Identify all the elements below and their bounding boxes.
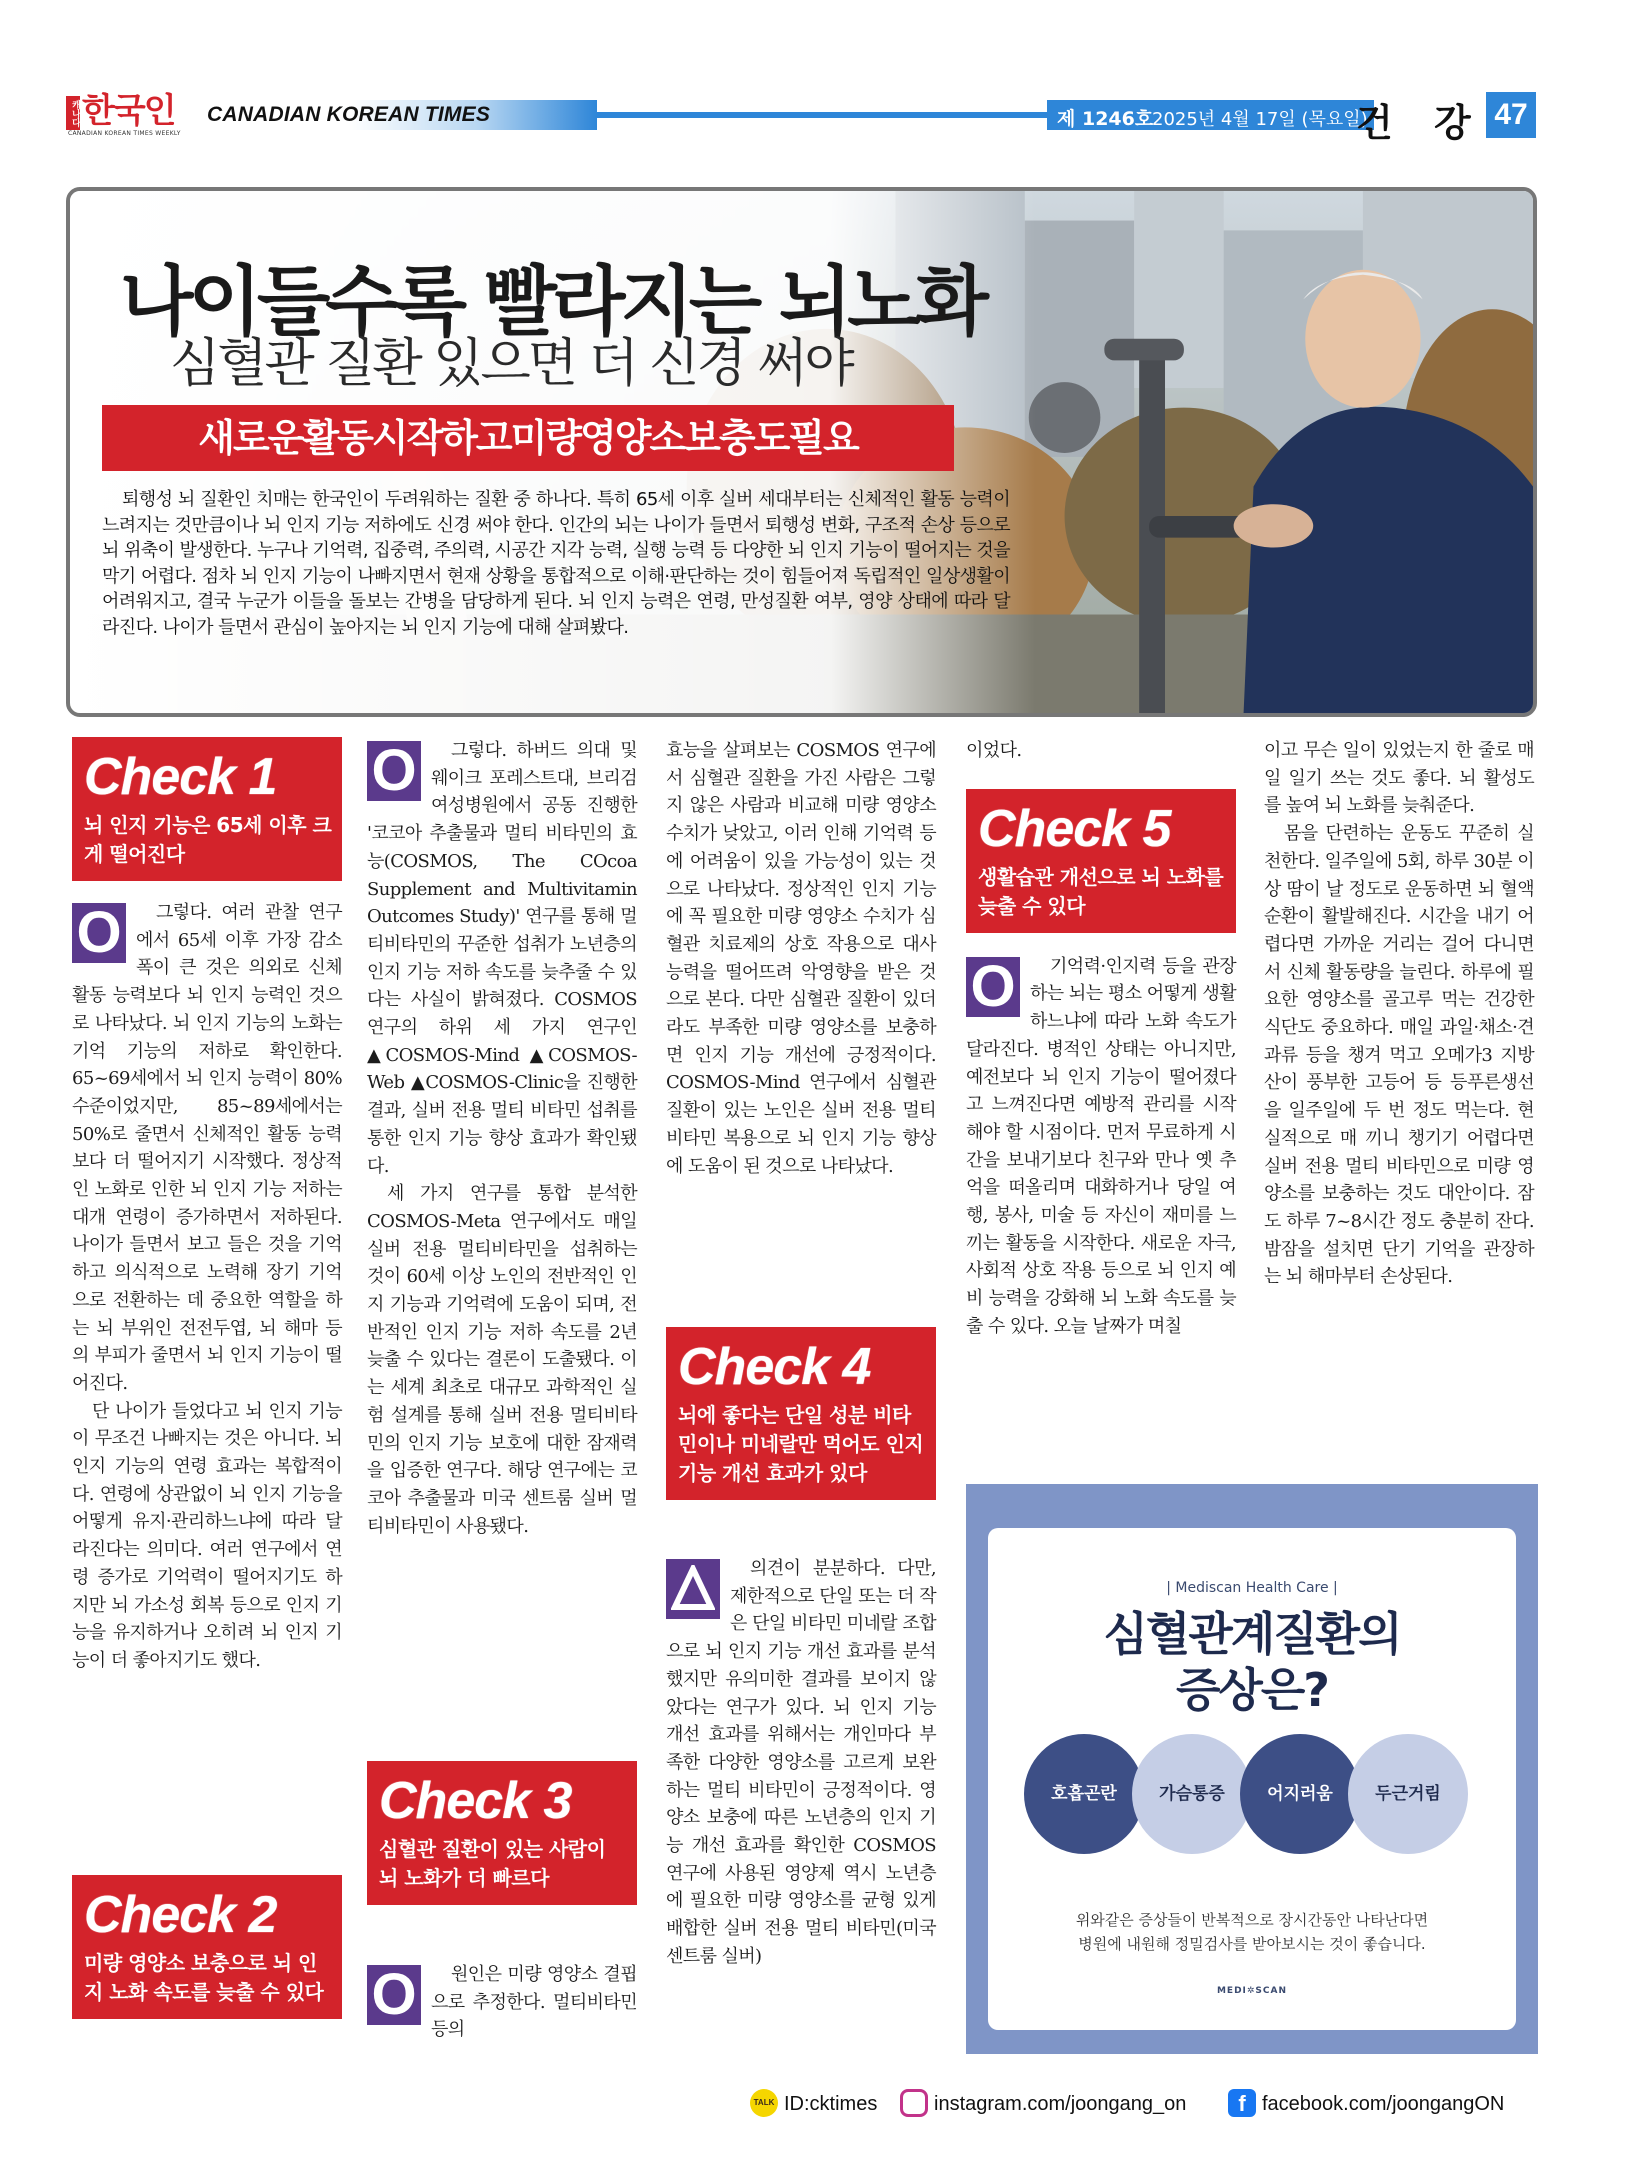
instagram-icon [900,2089,928,2117]
symptom-circle: 두근거림 [1348,1734,1468,1854]
check-heading: Check 4 [678,1338,871,1396]
headline-banner: 새로운활동시작하고미량영양소보충도필요 [102,405,954,471]
check-box [966,789,1236,933]
ad-note [1018,1908,1486,1956]
check-box [72,1875,342,2019]
ad-title [988,1606,1516,1718]
triangle-answer-icon [666,1559,720,1619]
answer-block [666,1555,936,1971]
body-paragraph: 단 나이가 들었다고 뇌 인지 기능이 무조건 나빠지는 것은 아니다. 뇌 인지 기능의 연령 효과는 복합적이다. 연령에 상관없이 뇌 인지 기능을 어떻게 유지·관리하느냐에 따라 달라진다는 의미다. 여러 연구에서 연령 증가로 기억력이 떨어지기도 하지만 뇌 가소성 회복 등으로 인지 기능을 유지하거나 오히려 뇌 인지 기능이 더 좋아지기도 했다. [72,1400,342,1671]
answer-block [72,899,342,1675]
mediscan-logo: MEDI✲SCAN [1216,1986,1288,1996]
body-paragraph: 세 가지 연구를 통합 분석한 COSMOS-Meta 연구에서도 매일 실버 전용 멀티비타민을 섭취하는 것이 60세 이상 노인의 전반적인 인지 기능과 기억력에 도움이 되며, 전반적인 인지 기능 저하 속도를 2년 늦출 수 있다는 결론이 도출됐다. 이는 세계 최초로 대규모 과학적인 실험 설계를 통해 실버 전용 멀티비타민의 인지 기능 보호에 대한 잠재력을 입증한 연구다. 해당 연구에는 코코아 추출물과 미국 센트룸 실버 멀티비타민이 사용됐다. [367,1183,637,1537]
lead-paragraph: 퇴행성 뇌 질환인 치매는 한국인이 두려워하는 질환 중 하나다. 특히 65세 이후 실버 세대부터는 신체적인 활동 능력이 느려지는 것만큼이나 뇌 인지 기능 저하에도 신경 써야 한다. 인간의 뇌는 나이가 들면서 퇴행성 변화, 구조적 손상 등으로 뇌 위축이 발생한다. 누구나 기억력, 집중력, 주의력, 시공간 지각 능력, 실행 능력 등 다양한 뇌 인지 기능이 떨어지는 것을 막기 어렵다. 점차 뇌 인지 기능이 나빠지면서 현재 상황을 통합적으로 이해·판단하는 것이 힘들어져 독립적인 일상생활이 어려워지고, 결국 누군가 이들을 돌보는 간병을 담당하게 된다. 뇌 인지 능력은 연령, 만성질환 여부, 영양 상태에 따라 달라진다. 나이가 들면서 관심이 높아지는 뇌 인지 기능에 대해 살펴봤다. [102,489,1010,638]
check-claim: 생활습관 개선으로 뇌 노화를 늦출 수 있다 [978,864,1224,918]
check-claim: 뇌 인지 기능은 65세 이후 크게 떨어진다 [84,813,332,866]
ad-title-line: 심혈관계질환의 [1103,1607,1401,1661]
body-paragraph: 그렇다. 하버드 의대 및 웨이크 포레스트대, 브리검 여성병원에서 공동 진행한 '코코아 추출물과 멀티 비타민의 효능(COSMOS, The COcoa Supplement and Multivitamin Outcomes Study)' 연구를 통해 멀티비타민의 꾸준한 섭취가 노년층의 인지 기능 저하 속도를 늦추줄 수 있다는 사실이 밝혀졌다. COSMOS 연구의 하위 세 가지 연구인 ▲COSMOS-Mind ▲COSMOS-Web ▲COSMOS-Clinic을 진행한 결과, 실버 전용 멀티 비타민 섭취를 통한 인지 기능 향상 효과가 확인됐다. [367,740,637,1177]
check-box [666,1327,936,1500]
paper-name: CANADIAN KOREAN TIMES [207,103,491,126]
page-number: 47 [1486,92,1536,138]
body-paragraph: 이고 무슨 일이 있었는지 한 줄로 매일 일기 쓰는 것도 좋다. 뇌 활성도를 높여 뇌 노화를 늦춰준다. [1264,740,1534,817]
logo-main-text: 한국인 [82,91,175,131]
instagram-link[interactable] [900,2088,1186,2120]
check-heading: Check 2 [84,1886,277,1944]
body-paragraph: 원인은 미량 영양소 결핍으로 추정한다. 멀티비타민 등의 [431,1964,637,2041]
answer-block [966,953,1236,1341]
facebook-handle: facebook.com/joongangON [1262,2093,1505,2115]
instagram-handle: instagram.com/joongang_on [934,2093,1187,2115]
hero-feature [66,187,1537,717]
newspaper-logo [66,92,190,138]
check-heading: Check 5 [978,799,1171,858]
subheadline: 심혈관 질환 있으면 더 신경 써야 [170,334,852,394]
o-answer-mark: O [966,957,1020,1017]
column-1 [72,737,342,2004]
headline: 나이들수록 빨라지는 뇌노화 [120,257,984,346]
check-claim: 미량 영양소 보충으로 뇌 인지 노화 속도를 늦출 수 있다 [84,1951,324,2004]
check-box [72,737,342,881]
check-box [367,1761,637,1905]
column-5 [1264,737,1534,1291]
o-answer-mark: O [367,741,421,801]
o-answer-mark: O [72,903,126,963]
ad-brand: | Mediscan Health Care | [1166,1580,1338,1596]
check-claim: 심혈관 질환이 있는 사람이 뇌 노화가 더 빠르다 [379,1837,606,1890]
kakao-link[interactable] [750,2088,877,2120]
ad-card [988,1528,1516,2030]
facebook-link[interactable] [1228,2088,1504,2120]
issue-date: 2025년 4월 17일 (목요일) [1152,109,1368,130]
ad-title-line: 증상은? [1176,1663,1328,1717]
body-paragraph: 효능을 살펴보는 COSMOS 연구에서 심혈관 질환을 가진 사람은 그렇지 않은 사람과 비교해 미량 영양소 수치가 낮았고, 이러 인해 기억력 등에 어려움이 있을 가능성이 있는 것으로 나타났다. 정상적인 인지 기능에 꼭 필요한 미량 영양소 수치가 심혈관 치료제의 상호 작용으로 대사 능력을 떨어뜨려 악영향을 받은 것으로 본다. 다만 심혈관 질환이 있더라도 부족한 미량 영양소를 보충하면 인지 기능 개선에 긍정적이다. COSMOS-Mind 연구에서 심혈관 질환이 있는 노인은 실버 전용 멀티 비타민 복용으로 뇌 인지 기능 향상에 도움이 된 것으로 나타났다. [666,740,936,1177]
ad-note-line: 병원에 내원해 정밀검사를 받아보시는 것이 좋습니다. [1078,1935,1426,1953]
section-label: 건 강 [1356,101,1485,145]
logo-side-text: 캐나다 [66,96,80,130]
body-paragraph: 그렇다. 여러 관찰 연구에서 65세 이후 가장 감소 폭이 큰 것은 의외로 신체 활동 능력보다 뇌 인지 능력인 것으로 나타났다. 뇌 인지 기능의 노화는 기억 기능의 저하로 확인한다. 65~69세에서 뇌 인지 능력이 80% 수준이었지만, 85~89세에서는 50%로 줄면서 신체적인 활동 능력보다 더 떨어지기 시작했다. 정상적인 노화로 인한 뇌 인지 기능 저하는 대개 연령이 증가하면서 저하된다. 나이가 들면서 보고 들은 것을 기억하고 의식적으로 노력해 장기 기억으로 전환하는 데 중요한 역할을 하는 뇌 부위인 전전두엽, 뇌 해마 등의 부피가 줄면서 뇌 인지 기능이 떨어진다. [72,902,342,1394]
body-paragraph: 이었다. [966,740,1022,761]
body-paragraph: 몸을 단련하는 운동도 꾸준히 실천한다. 일주일에 5회, 하루 30분 이상 땀이 날 정도로 운동하면 뇌 혈액순환이 활발해진다. 시간을 내기 어렵다면 가까운 거리는 걸어 다니면서 신체 활동량을 늘린다. 하루에 필요한 영양소를 골고루 먹는 건강한 식단도 중요하다. 매일 과일·채소·견과류 등을 챙겨 먹고 오메가3 지방산이 풍부한 고등어 등 등푸른생선을 일주일에 두 번 정도 먹는다. 현실적으로 매 끼니 챙기기 어렵다면 실버 전용 멀티 비타민으로 미량 영양소를 보충하는 것도 대안이다. 잠도 하루 7~8시간 정도 충분히 잔다. 밤잠을 설치면 단기 기억을 관장하는 뇌 해마부터 손상된다. [1264,823,1534,1288]
check-heading: Check 3 [379,1772,572,1830]
column-3 [666,737,936,1967]
body-paragraph: 의견이 분분하다. 다만, 제한적으로 단일 또는 더 작은 단일 비타민 미네랄 조합으로 뇌 인지 기능 개선 효과를 분석했지만 유의미한 결과를 보이지 않았다는 연구가 있다. 뇌 인지 기능 개선 효과를 위해서는 개인마다 부족한 다양한 영양소를 고르게 보완하는 멀티 비타민이 긍정적이다. 영양소 보충에 따른 노년층의 인지 기능 개선 효과를 확인한 COSMOS 연구에 사용된 영양제 역시 노년층에 필요한 미량 영양소를 균형 있게 배합한 실버 전용 멀티 비타민(미국 센트룸 실버) [666,1558,936,1967]
issue-number: 제 1246호 [1057,108,1154,130]
answer-block [367,1961,637,2044]
advertisement [966,1484,1538,2054]
masthead [66,91,1536,145]
masthead-bar [197,100,1374,130]
symptom-circle: 가슴통증 [1132,1734,1252,1854]
symptom-list [1024,1734,1484,1854]
kakaotalk-icon: TALK [750,2089,778,2117]
check-heading: Check 1 [84,748,277,806]
o-answer-mark: O [367,1965,421,2025]
column-4 [966,737,1236,1341]
kakao-id: ID:cktimes [784,2093,878,2115]
logo-subtext: CANADIAN KOREAN TIMES WEEKLY [68,130,181,137]
answer-block [367,737,637,1540]
social-footer [750,2088,1540,2120]
facebook-icon: f [1228,2089,1256,2117]
check-claim: 뇌에 좋다는 단일 성분 비타민이나 미네랄만 먹어도 인지 기능 개선 효과가 있다 [678,1403,924,1485]
body-paragraph: 기억력·인지력 등을 관장하는 뇌는 평소 어떻게 생활하느냐에 따라 노화 속도가 달라진다. 병적인 상태는 아니지만, 예전보다 뇌 인지 기능이 떨어졌다고 느껴진다면 예방적 관리를 시작해야 할 시점이다. 먼저 무료하게 시간을 보내기보다 친구와 만나 옛 추억을 떠올리며 대화하거나 당일 여행, 봉사, 미술 등 자신이 재미를 느끼는 활동을 시작한다. 새로운 자극, 사회적 상호 작용 등으로 뇌 인지 예비 능력을 강화해 뇌 노화 속도를 늦출 수 있다. 오늘 날짜가 며칠 [966,955,1236,1337]
column-2 [367,737,637,2041]
symptom-circle: 어지러움 [1240,1734,1360,1854]
symptom-circle: 호흡곤란 [1024,1734,1144,1854]
ad-note-line: 위와같은 증상들이 반복적으로 장시간동안 나타난다면 [1075,1911,1429,1929]
